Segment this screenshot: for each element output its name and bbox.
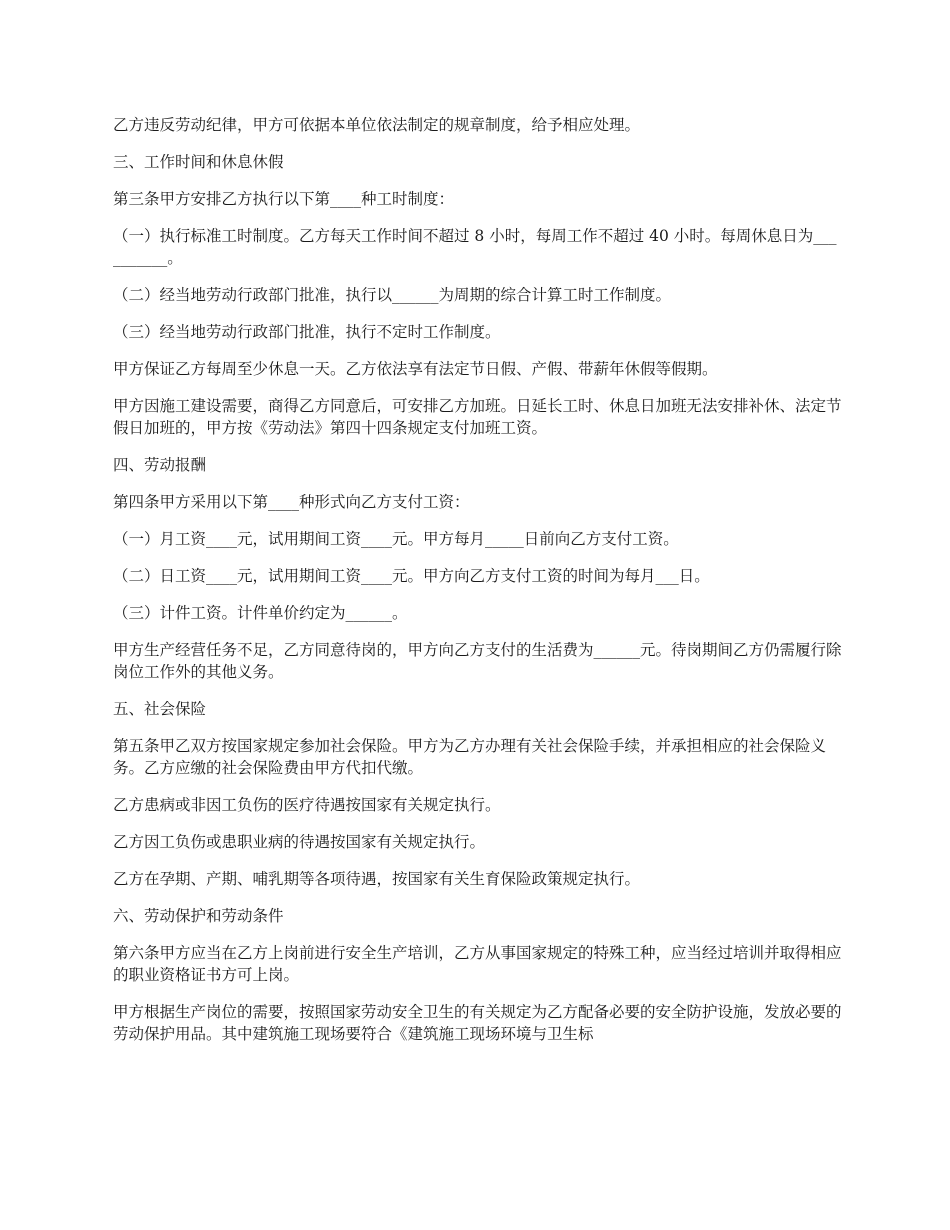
paragraph-discipline: 乙方违反劳动纪律，甲方可依据本单位依法制定的规章制度，给予相应处理。 — [113, 116, 641, 134]
clause-flexible-hours: （三）经当地劳动行政部门批准，执行不定时工作制度。 — [113, 323, 501, 341]
paragraph-maternity: 乙方在孕期、产期、哺乳期等各项待遇，按国家有关生育保险政策规定执行。 — [113, 870, 641, 888]
article-5: 第五条甲乙双方按国家规定参加社会保险。甲方为乙方办理有关社会保险手续，并承担相应的社会保险义务。乙方应缴的社会保险费由甲方代扣代缴。 — [113, 737, 827, 777]
clause-monthly-wage: （一）月工资____元，试用期间工资____元。甲方每月_____日前向乙方支付工资。 — [113, 530, 679, 548]
article-6: 第六条甲方应当在乙方上岗前进行安全生产培训，乙方从事国家规定的特殊工种，应当经过培训并取得相应的职业资格证书方可上岗。 — [113, 944, 842, 984]
article-4: 第四条甲方采用以下第____种形式向乙方支付工资： — [113, 493, 470, 511]
clause-daily-wage: （二）日工资____元，试用期间工资____元。甲方向乙方支付工资的时间为每月___日。 — [113, 567, 710, 585]
paragraph-medical: 乙方患病或非因工负伤的医疗待遇按国家有关规定执行。 — [113, 796, 501, 814]
article-3: 第三条甲方安排乙方执行以下第____种工时制度： — [113, 190, 455, 208]
clause-piece-wage: （三）计件工资。计件单价约定为______。 — [113, 604, 408, 622]
paragraph-work-injury: 乙方因工负伤或患职业病的待遇按国家有关规定执行。 — [113, 833, 486, 851]
paragraph-protective-equipment: 甲方根据生产岗位的需要，按照国家劳动安全卫生的有关规定为乙方配备必要的安全防护设施，发放必要的劳动保护用品。其中建筑施工现场要符合《建筑施工现场环境与卫生标 — [113, 1003, 842, 1043]
section-heading-labor-protection: 六、劳动保护和劳动条件 — [113, 907, 284, 925]
paragraph-overtime: 甲方因施工建设需要，商得乙方同意后，可安排乙方加班。日延长工时、休息日加班无法安排补休、法定节假日加班的，甲方按《劳动法》第四十四条规定支付加班工资。 — [113, 397, 842, 437]
paragraph-rest-days: 甲方保证乙方每周至少休息一天。乙方依法享有法定节日假、产假、带薪年休假等假期。 — [113, 360, 718, 378]
section-heading-social-insurance: 五、社会保险 — [113, 700, 207, 718]
clause-standard-hours: （一）执行标准工时制度。乙方每天工作时间不超过 8 小时，每周工作不超过 40 小时。每周休息日为__________。 — [113, 227, 837, 267]
paragraph-standby: 甲方生产经营任务不足，乙方同意待岗的，甲方向乙方支付的生活费为______元。待岗期间乙方仍需履行除岗位工作外的其他义务。 — [113, 641, 842, 681]
section-heading-remuneration: 四、劳动报酬 — [113, 456, 207, 474]
clause-comprehensive-hours: （二）经当地劳动行政部门批准，执行以______为周期的综合计算工时工作制度。 — [113, 286, 672, 304]
document-body — [113, 114, 843, 1060]
section-heading-work-hours: 三、工作时间和休息休假 — [113, 153, 284, 171]
